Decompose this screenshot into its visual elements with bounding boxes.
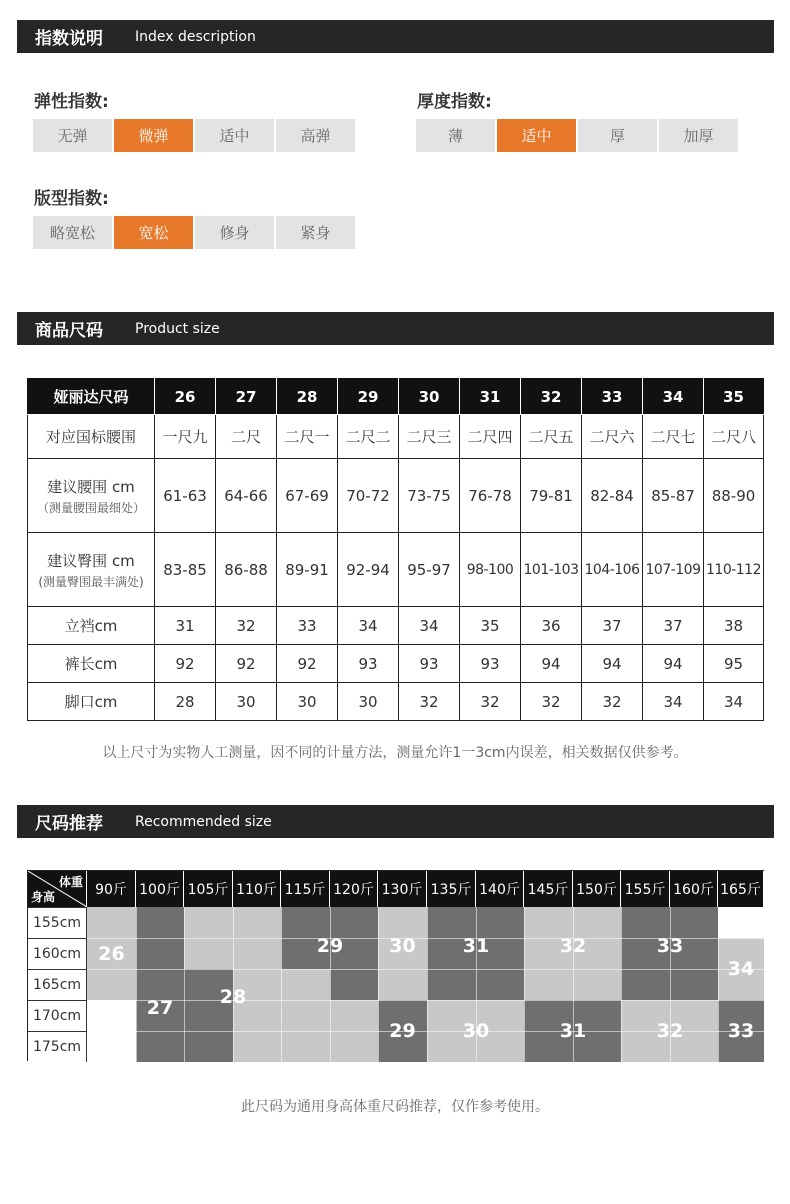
- thickness-option: 厚: [578, 119, 657, 152]
- size-cell: 95: [704, 645, 764, 683]
- size-cell: 32: [521, 683, 582, 721]
- grid-line: [621, 907, 622, 1062]
- size-header-cell: 34: [643, 379, 704, 415]
- section-header-recommend: [17, 805, 774, 838]
- size-cell: 83-85: [155, 533, 216, 607]
- weight-header: 90斤: [87, 871, 136, 907]
- weight-header: 135斤: [427, 871, 476, 907]
- size-row-label: [28, 459, 155, 533]
- grid-corner: [28, 871, 87, 907]
- size-cell: 101-103: [521, 533, 582, 607]
- size-header-cell: 35: [704, 379, 764, 415]
- size-cell: 二尺六: [582, 415, 643, 459]
- weight-header: 120斤: [330, 871, 378, 907]
- thickness-index-label: 厚度指数:: [417, 92, 492, 112]
- size-cell: 110-112: [704, 533, 764, 607]
- size-header-cell: 29: [338, 379, 399, 415]
- size-cell: 92-94: [338, 533, 399, 607]
- size-header-cell: 30: [399, 379, 460, 415]
- weight-header: 140斤: [476, 871, 524, 907]
- size-cell: 28: [155, 683, 216, 721]
- size-cell: 一尺九: [155, 415, 216, 459]
- size-cell: 85-87: [643, 459, 704, 533]
- weight-header: 145斤: [524, 871, 573, 907]
- corner-weight-label: 体重: [58, 875, 83, 889]
- grid-line: [87, 969, 764, 970]
- size-cell: 二尺三: [399, 415, 460, 459]
- fit-option: 宽松: [114, 216, 193, 249]
- weight-header: 160斤: [670, 871, 718, 907]
- height-label: 160cm: [28, 938, 87, 969]
- grid-line: [233, 907, 234, 1062]
- size-cell: 95-97: [399, 533, 460, 607]
- size-block-label: 28: [219, 985, 247, 1008]
- size-block-label: 33: [656, 934, 684, 957]
- size-cell: 二尺一: [277, 415, 338, 459]
- size-row: [28, 415, 764, 459]
- section-title: 指数说明: [35, 29, 103, 49]
- row-label-hint: （测量腰围最细处）: [36, 500, 145, 515]
- fit-option: 紧身: [276, 216, 355, 249]
- size-cell: 76-78: [460, 459, 521, 533]
- row-label-text: 裤长cm: [64, 655, 118, 673]
- elastic-index-label: 弹性指数:: [34, 92, 109, 112]
- size-block-label: 30: [389, 934, 416, 957]
- size-row: [28, 645, 764, 683]
- weight-header: 165斤: [718, 871, 764, 907]
- section-subtitle: Recommended size: [135, 813, 272, 830]
- fit-index-label: 版型指数:: [34, 189, 109, 209]
- size-cell: 37: [643, 607, 704, 645]
- size-cell: 93: [460, 645, 521, 683]
- row-label-hint: (测量臀围最丰满处): [38, 574, 144, 589]
- elastic-option: 微弹: [114, 119, 193, 152]
- row-label-text: 脚口cm: [64, 693, 118, 711]
- size-cell: 32: [399, 683, 460, 721]
- height-label: 175cm: [28, 1031, 87, 1062]
- size-cell: 94: [582, 645, 643, 683]
- grid-line: [136, 907, 137, 1062]
- empty-cell: [718, 907, 764, 938]
- size-cell: 二尺二: [338, 415, 399, 459]
- weight-header: 155斤: [621, 871, 670, 907]
- size-cell: 30: [216, 683, 277, 721]
- size-cell: 67-69: [277, 459, 338, 533]
- size-block-label: 31: [559, 1020, 587, 1042]
- size-cell: 94: [643, 645, 704, 683]
- fit-option: 修身: [195, 216, 274, 249]
- size-cell: 31: [155, 607, 216, 645]
- weight-header: 130斤: [378, 871, 427, 907]
- grid-line: [524, 907, 525, 1062]
- size-header-cell: 27: [216, 379, 277, 415]
- size-cell: 34: [399, 607, 460, 645]
- corner-height-label: 身高: [31, 890, 56, 904]
- size-cell: 70-72: [338, 459, 399, 533]
- size-row: [28, 607, 764, 645]
- corner-diagonal: [28, 871, 87, 907]
- size-header-cell: 33: [582, 379, 643, 415]
- recommend-grid: [27, 870, 764, 1061]
- size-cell: 二尺五: [521, 415, 582, 459]
- size-cell: 88-90: [704, 459, 764, 533]
- size-cell: 98-100: [460, 533, 521, 607]
- size-header-cell: 26: [155, 379, 216, 415]
- height-label: 170cm: [28, 1000, 87, 1031]
- size-cell: 37: [582, 607, 643, 645]
- size-cell: 94: [521, 645, 582, 683]
- recommend-note: 此尺码为通用身高体重尺码推荐，仅作参考使用。: [241, 1099, 549, 1115]
- size-cell: 二尺: [216, 415, 277, 459]
- size-cell: 92: [216, 645, 277, 683]
- size-cell: 二尺七: [643, 415, 704, 459]
- size-header-cell: 32: [521, 379, 582, 415]
- size-row: [28, 683, 764, 721]
- size-cell: 89-91: [277, 533, 338, 607]
- size-cell: 61-63: [155, 459, 216, 533]
- size-block-label: 31: [462, 934, 490, 957]
- size-block: [136, 907, 184, 1062]
- size-cell: 34: [704, 683, 764, 721]
- thickness-option: 适中: [497, 119, 576, 152]
- size-cell: 34: [643, 683, 704, 721]
- elastic-option: 高弹: [276, 119, 355, 152]
- size-cell: 二尺四: [460, 415, 521, 459]
- size-cell: 92: [277, 645, 338, 683]
- size-cell: 30: [277, 683, 338, 721]
- size-row-label: [28, 533, 155, 607]
- size-cell: 86-88: [216, 533, 277, 607]
- size-block: [184, 969, 233, 1062]
- size-row: [28, 533, 764, 607]
- weight-header: 100斤: [136, 871, 184, 907]
- thickness-option: 加厚: [659, 119, 738, 152]
- size-header-label: 娅丽达尺码: [28, 379, 155, 415]
- size-block-label: 29: [316, 934, 344, 957]
- size-cell: 34: [338, 607, 399, 645]
- weight-header: 105斤: [184, 871, 233, 907]
- elastic-option: 无弹: [33, 119, 112, 152]
- weight-header: 150斤: [573, 871, 621, 907]
- height-label: 155cm: [28, 907, 87, 938]
- size-table: [27, 378, 764, 721]
- grid-line: [184, 907, 185, 1062]
- size-block-label: 33: [727, 1020, 755, 1042]
- size-cell: 32: [460, 683, 521, 721]
- size-cell: 33: [277, 607, 338, 645]
- grid-line: [718, 907, 719, 1062]
- weight-header: 115斤: [281, 871, 330, 907]
- size-row-label: [28, 607, 155, 645]
- row-label-text: 建议腰围 cm: [47, 477, 135, 496]
- section-subtitle: Index description: [135, 28, 256, 45]
- row-label-text: 对应国标腰围: [45, 428, 136, 446]
- size-cell: 32: [582, 683, 643, 721]
- size-note: 以上尺寸为实物人工测量，因不同的计量方法，测量允许1一3cm内误差，相关数据仅供参考。: [102, 745, 688, 761]
- size-cell: 92: [155, 645, 216, 683]
- fit-index-options: [33, 216, 357, 249]
- grid-line: [281, 907, 282, 1062]
- weight-header: 110斤: [233, 871, 281, 907]
- grid-line: [378, 907, 379, 1062]
- size-block-label: 29: [389, 1020, 416, 1042]
- size-block-label: 32: [656, 1020, 684, 1042]
- size-cell: 79-81: [521, 459, 582, 533]
- section-header-size: [17, 312, 774, 345]
- section-subtitle: Product size: [135, 320, 220, 337]
- size-block-label: 34: [727, 958, 755, 980]
- size-cell: 38: [704, 607, 764, 645]
- size-cell: 32: [216, 607, 277, 645]
- size-header-cell: 28: [277, 379, 338, 415]
- size-cell: 二尺八: [704, 415, 764, 459]
- size-cell: 36: [521, 607, 582, 645]
- thickness-option: 薄: [416, 119, 495, 152]
- section-header-index: [17, 20, 774, 53]
- elastic-option: 适中: [195, 119, 274, 152]
- size-block-label: 30: [462, 1020, 490, 1042]
- size-cell: 104-106: [582, 533, 643, 607]
- size-cell: 64-66: [216, 459, 277, 533]
- height-label: 165cm: [28, 969, 87, 1000]
- size-cell: 73-75: [399, 459, 460, 533]
- size-cell: 93: [338, 645, 399, 683]
- size-block-label: 27: [146, 996, 174, 1019]
- fit-option: 略宽松: [33, 216, 112, 249]
- size-row-label: [28, 415, 155, 459]
- size-cell: 35: [460, 607, 521, 645]
- size-cell: 107-109: [643, 533, 704, 607]
- row-label-text: 建议臀围 cm: [47, 551, 135, 570]
- size-row-label: [28, 683, 155, 721]
- size-block-label: 32: [559, 934, 587, 957]
- grid-line: [330, 907, 331, 1062]
- size-cell: 82-84: [582, 459, 643, 533]
- size-row-label: [28, 645, 155, 683]
- size-row: [28, 459, 764, 533]
- grid-line: [427, 907, 428, 1062]
- section-title: 商品尺码: [35, 321, 103, 341]
- row-label-text: 立裆cm: [64, 617, 118, 635]
- size-header-cell: 31: [460, 379, 521, 415]
- size-cell: 30: [338, 683, 399, 721]
- size-cell: 93: [399, 645, 460, 683]
- size-block-label: 26: [98, 942, 125, 965]
- elastic-index-options: [33, 119, 357, 152]
- grid-line: [87, 1000, 764, 1001]
- section-title: 尺码推荐: [35, 814, 103, 834]
- thickness-index-options: [416, 119, 740, 152]
